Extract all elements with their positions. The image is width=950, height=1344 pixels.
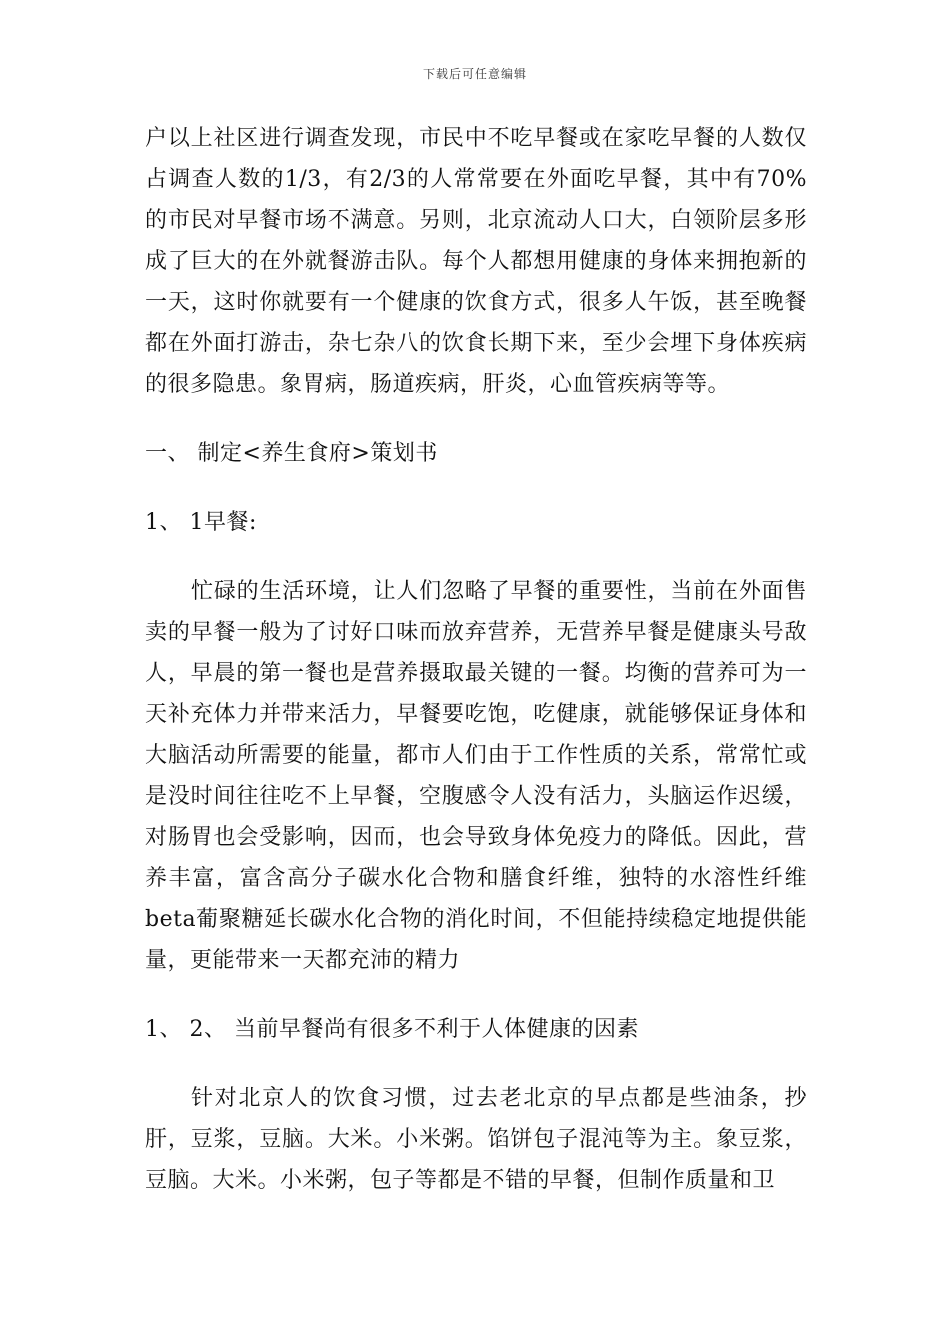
spacer xyxy=(145,543,807,571)
subheading-unhealthy-factors: 1、 2、 当前早餐尚有很多不利于人体健康的因素 xyxy=(145,1017,639,1042)
breakfast-paragraph: 忙碌的生活环境，让人们忽略了早餐的重要性，当前在外面售卖的早餐一般为了讨好口味而放弃营养，无营养早餐是健康头号敌人，早晨的第一餐也是营养摄取最关键的一餐。均衡的营养可为一天补充体力并带来活力，早餐要吃饱，吃健康，就能够保证身体和大脑活动所需要的能量，都市人们由于工作性质的关系，常常忙或是没时间往往吃不上早餐，空腹感令人没有活力，头脑运作迟缓，对肠胃也会受影响，因而，也会导致身体免疫力的降低。因此，营养丰富，富含高分子碳水化合物和膳食纤维，独特的水溶性纤维beta葡聚糖延长碳水化合物的消化时间，不但能持续稳定地提供能量，更能带来一天都充沛的精力 xyxy=(145,579,807,973)
section-heading: 一、 制定<养生食府>策划书 xyxy=(145,441,438,466)
subheading-breakfast: 1、 1早餐: xyxy=(145,510,257,535)
spacer xyxy=(145,1050,807,1078)
page-header-note: 下载后可任意编辑 xyxy=(422,67,527,81)
document-body xyxy=(145,118,807,1201)
spacer xyxy=(145,405,807,433)
beijing-habits-paragraph: 针对北京人的饮食习惯，过去老北京的早点都是些油条，抄肝，豆浆，豆脑。大米。小米粥。馅饼包子混沌等为主。象豆浆，豆脑。大米。小米粥，包子等都是不错的早餐，但制作质量和卫 xyxy=(145,1086,807,1193)
spacer xyxy=(145,981,807,1009)
intro-paragraph: 户以上社区进行调查发现，市民中不吃早餐或在家吃早餐的人数仅占调查人数的1/3，有2/3的人常常要在外面吃早餐，其中有70%的市民对早餐市场不满意。另则，北京流动人口大，白领阶层多形成了巨大的在外就餐游击队。每个人都想用健康的身体来拥抱新的一天，这时你就要有一个健康的饮食方式，很多人午饭，甚至晚餐都在外面打游击，杂七杂八的饮食长期下来，至少会埋下身体疾病的很多隐患。象胃病，肠道疾病，肝炎，心血管疾病等等。 xyxy=(145,126,807,397)
spacer xyxy=(145,474,807,502)
